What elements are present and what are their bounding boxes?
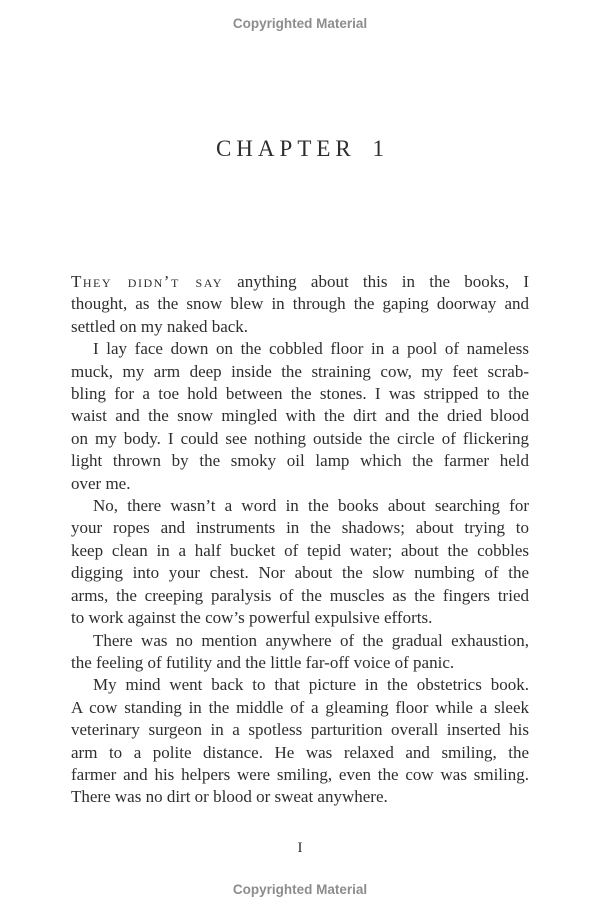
text-line: your ropes and instruments in the shadows; about trying to — [71, 518, 529, 538]
text-line: to work against the cow’s powerful expulsive efforts. — [71, 608, 433, 628]
paragraph — [71, 271, 529, 338]
text-line: light thrown by the smoky oil lamp which the farmer held — [71, 451, 529, 471]
body-text — [71, 271, 529, 809]
text-line: A cow standing in the middle of a gleaming floor while a sleek — [71, 697, 529, 717]
text-line: bling for a toe hold between the stones. I was stripped to the — [71, 384, 529, 404]
text-line: waist and the snow mingled with the dirt and the dried blood — [71, 406, 529, 426]
text-line: over me. — [71, 473, 131, 493]
text-line: They didn’t say anything about this in the books, I — [71, 272, 530, 291]
paragraph — [71, 338, 529, 495]
text-line: settled on my naked back. — [71, 316, 249, 336]
paragraph — [71, 495, 529, 629]
text-line: There was no mention anywhere of the gradual exhaustion, — [93, 630, 529, 650]
copyright-notice-top: Copyrighted Material — [232, 16, 368, 31]
paragraph — [71, 630, 529, 675]
page-number: I — [297, 840, 303, 856]
text-line: I lay face down on the cobbled floor in a pool of nameless — [93, 339, 529, 359]
chapter-heading: CHAPTER 1 — [215, 136, 390, 161]
text-line: muck, my arm deep inside the straining cow, my feet scrab- — [71, 361, 529, 381]
text-line: My mind went back to that picture in the obstetrics book. — [93, 675, 529, 695]
text-line: on my body. I could see nothing outside the circle of flickering — [71, 428, 529, 448]
text-line: veterinary surgeon in a spotless parturition overall inserted his — [71, 720, 529, 740]
text-line: the feeling of futility and the little far-off voice of panic. — [71, 652, 455, 672]
text-line: arm to a polite distance. He was relaxed and smiling, the — [71, 742, 529, 762]
text-line: No, there wasn’t a word in the books about searching for — [93, 496, 529, 516]
smallcaps-lead: They didn’t say — [71, 272, 223, 291]
text-line: farmer and his helpers were smiling, even the cow was smiling. — [71, 764, 529, 784]
text-line: digging into your chest. Nor about the slow numbing of the — [71, 563, 529, 583]
text-line: thought, as the snow blew in through the gaping doorway and — [71, 294, 529, 314]
paragraph — [71, 674, 529, 808]
text-line: arms, the creeping paralysis of the muscles as the fingers tried — [71, 585, 529, 605]
copyright-notice-bottom: Copyrighted Material — [232, 882, 368, 897]
text-line: There was no dirt or blood or sweat anywhere. — [71, 787, 388, 807]
text-line: keep clean in a half bucket of tepid water; about the cobbles — [71, 540, 529, 560]
